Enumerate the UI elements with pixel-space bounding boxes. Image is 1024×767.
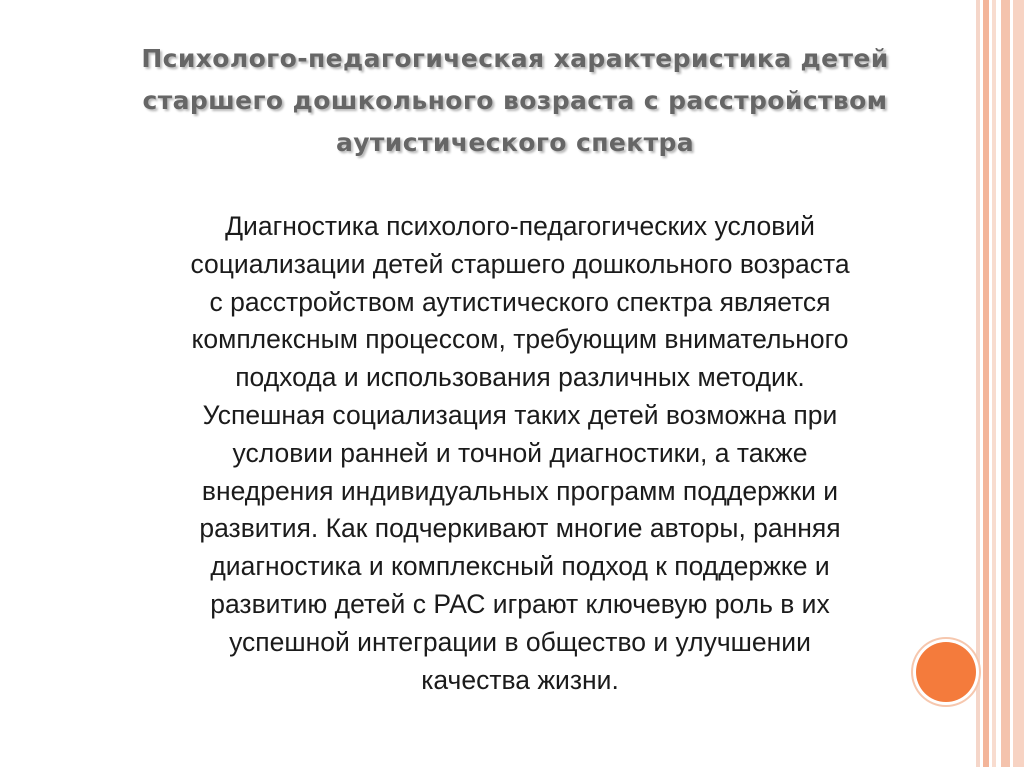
decorative-orange-circle [916,642,976,702]
slide-title [40,38,990,164]
body-line: комплексным процессом, требующим внимательного [191,324,849,355]
body-line: Диагностика психолого-педагогических условий [225,211,815,241]
body-line: подхода и использования различных методик. [235,362,805,393]
body-line: с расстройством аутистического спектра является [209,286,831,317]
body-line: внедрения индивидуальных программ поддержки и [201,475,839,506]
body-line: качества жизни. [421,664,619,695]
stripe [1013,0,1024,767]
stripe [1001,0,1010,767]
body-line: диагностика и комплексный подход к поддержке и [210,551,830,582]
body-line: развития. Как подчеркивают многие авторы, ранняя [199,513,841,544]
slide-body-text [60,208,980,699]
body-line: социализации детей старшего дошкольного возраста [190,248,850,279]
body-line: условии ранней и точной диагностики, а также [232,437,808,468]
body-line: развитию детей с РАС играют ключевую роль в их [210,588,830,619]
body-line: успешной интеграции в общество и улучшении [229,626,811,657]
title-line: старшего дошкольного возраста с расстройством [142,86,888,115]
title-line: Психолого-педагогическая характеристика детей [141,44,889,73]
body-line: Успешная социализация таких детей возможна при [202,399,838,430]
title-line: аутистического спектра [335,128,695,157]
